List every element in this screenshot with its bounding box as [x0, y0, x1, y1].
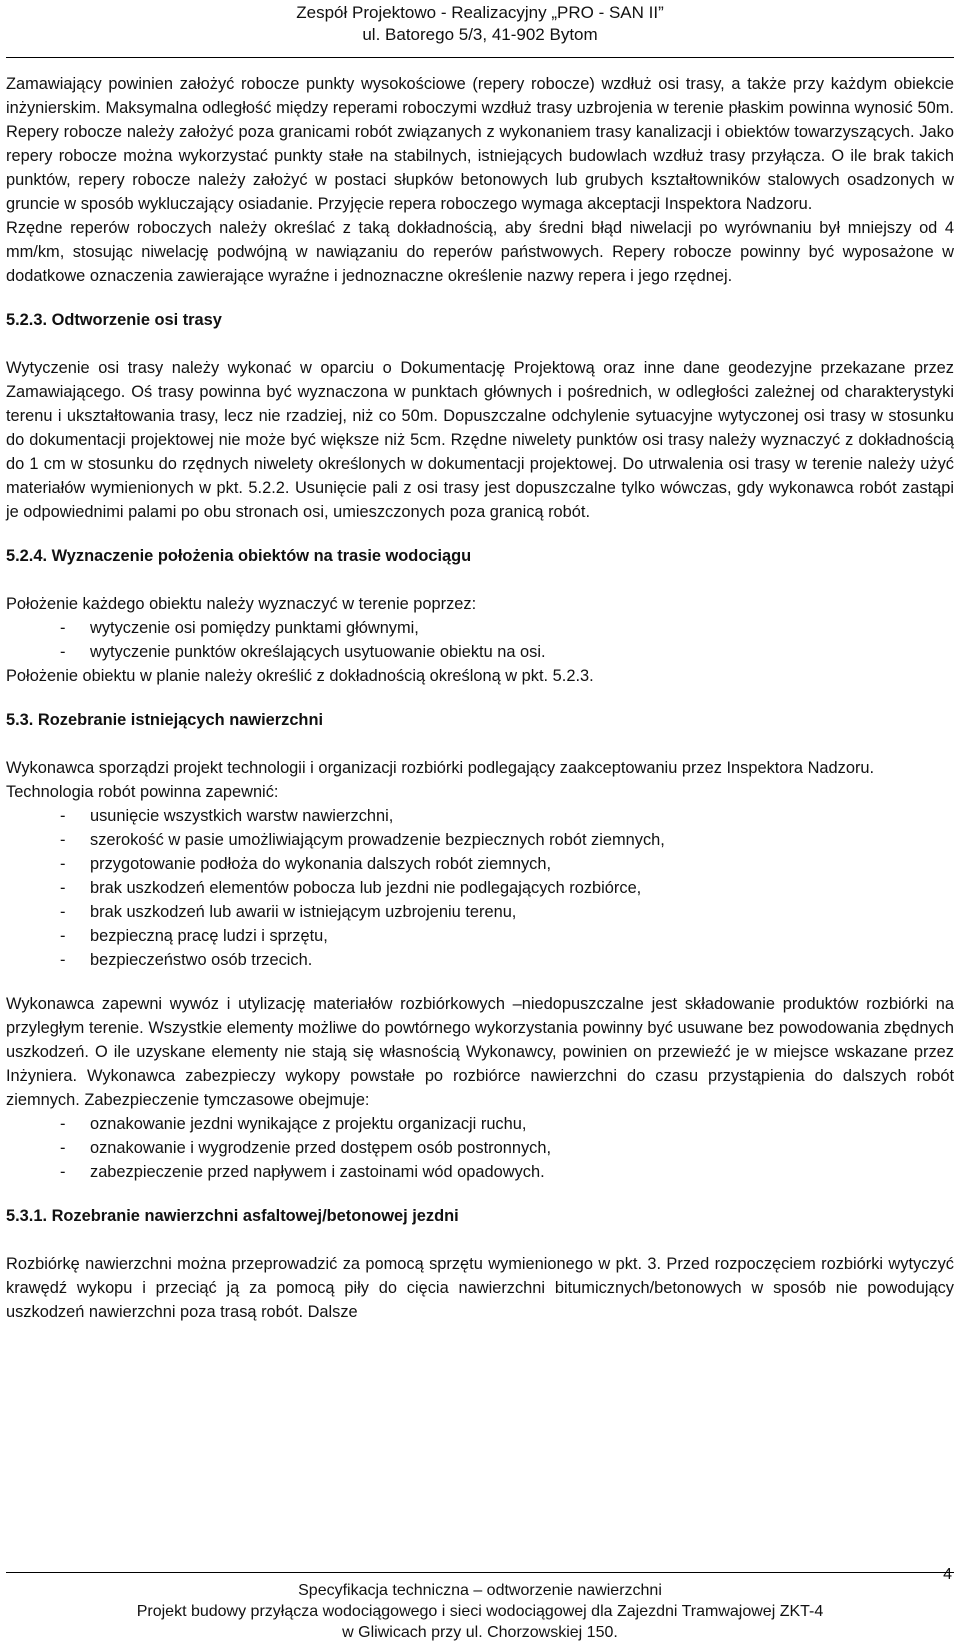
list-item: - zabezpieczenie przed napływem i zastoinami wód opadowych.: [60, 1163, 545, 1181]
page-footer: [0, 1580, 960, 1643]
list-item: - brak uszkodzeń lub awarii w istniejącym uzbrojeniu terenu,: [60, 903, 517, 921]
list-item: - oznakowanie i wygrodzenie przed dostępem osób postronnych,: [60, 1139, 552, 1157]
list-item: - bezpieczeństwo osób trzecich.: [60, 951, 313, 969]
list-polozenie: [6, 616, 954, 664]
page-header: [0, 2, 960, 46]
section-title: Odtworzenie osi trasy: [51, 311, 222, 329]
section-number: 5.2.3.: [6, 311, 48, 329]
section-heading-5-2-3: [6, 308, 954, 332]
paragraph-polozenie-planie: Położenie obiektu w planie należy określić z dokładnością określoną w pkt. 5.2.3.: [6, 667, 594, 685]
list-item: - szerokość w pasie umożliwiającym prowadzenie bezpiecznych robót ziemnych,: [60, 831, 665, 849]
section-title: Wyznaczenie położenia obiektów na trasie wodociągu: [51, 547, 472, 565]
section-title: Rozebranie nawierzchni asfaltowej/betonowej jezdni: [51, 1207, 459, 1225]
section-heading-5-3: [6, 708, 954, 732]
list-item: - wytyczenie osi pomiędzy punktami głównymi,: [60, 619, 419, 637]
section-number: 5.3.1.: [6, 1207, 48, 1225]
list-item: - bezpieczną pracę ludzi i sprzętu,: [60, 927, 328, 945]
list-zabezpieczenie: [6, 1112, 954, 1184]
document-body: [6, 72, 954, 1324]
paragraph-projekt-technologii: Wykonawca sporządzi projekt technologii i organizacji rozbiórki podlegający zaakceptowaniu przez Inspektora Nadzoru.: [6, 759, 875, 777]
list-item: - brak uszkodzeń elementów pobocza lub jezdni nie podlegających rozbiórce,: [60, 879, 642, 897]
page-number: 4: [943, 1566, 952, 1583]
paragraph-technologia: Technologia robót powinna zapewnić:: [6, 783, 279, 801]
footer-divider: [6, 1572, 954, 1573]
paragraph-polozenie: Położenie każdego obiektu należy wyznaczyć w terenie poprzez:: [6, 595, 477, 613]
header-address: ul. Batorego 5/3, 41-902 Bytom: [362, 25, 598, 44]
footer-spec-title: Specyfikacja techniczna – odtworzenie nawierzchni: [298, 1582, 662, 1599]
list-item: - oznakowanie jezdni wynikające z projektu organizacji ruchu,: [60, 1115, 527, 1133]
footer-project-title: Projekt budowy przyłącza wodociągowego i sieci wodociągowej dla Zajezdni Tramwajowej ZKT-4: [136, 1603, 824, 1620]
section-number: 5.2.4.: [6, 547, 48, 565]
paragraph-wywoz: Wykonawca zapewni wywóz i utylizację materiałów rozbiórkowych –niedopuszczalne jest składowanie produktów rozbiórki na przyległym terenie. Wszystkie elementy możliwe do powtórnego wykorzystania powinny być usuwane bez powodowania zbędnych uszkodzeń. O ile uzyskane elementy nie stają się własnością Wykonawcy, powinien on przewieźć je w miejsce wskazane przez Inżyniera. Wykonawca zabezpieczy wykopy powstałe po rozbiórce nawierzchni do czasu przystąpienia do dalszych robót ziemnych. Zabezpieczenie tymczasowe obejmuje:: [6, 995, 954, 1109]
list-item: - przygotowanie podłoża do wykonania dalszych robót ziemnych,: [60, 855, 552, 873]
paragraph-repery: Zamawiający powinien założyć robocze punkty wysokościowe (repery robocze) wzdłuż osi trasy, a także przy każdym obiekcie inżynierskim. Maksymalna odległość między reperami roboczymi wzdłuż trasy uzbrojenia w terenie płaskim powinna wynosić 50m. Repery robocze należy założyć poza granicami robót związanych z wykonaniem trasy kanalizacji i obiektów towarzyszących. Jako repery robocze można wykorzystać punkty stałe na stabilnych, istniejących budowlach wzdłuż trasy przyłącza. O ile brak takich punktów, repery robocze należy założyć w postaci słupków betonowych lub grubych kształtowników stalowych osadzonych w gruncie w sposób wykluczający osiadanie. Przyjęcie repera roboczego wymaga akceptacji Inspektora Nadzoru.: [6, 75, 954, 213]
footer-location: w Gliwicach przy ul. Chorzowskiej 150.: [342, 1624, 618, 1641]
paragraph-wytyczenie: Wytyczenie osi trasy należy wykonać w oparciu o Dokumentację Projektową oraz inne dane geodezyjne przekazane przez Zamawiającego. Oś trasy powinna być wyznaczona w punktach głównych i pośrednich, w odległości zależnej od charakterystyki terenu i ukształtowania trasy, lecz nie rzadziej, niż co 50m. Dopuszczalne odchylenie sytuacyjne wytyczonej osi trasy w stosunku do dokumentacji projektowej nie może być większe niż 5cm. Rzędne niwelety punktów osi trasy należy wyznaczyć z dokładnością do 1 cm w stosunku do rzędnych niwelety określonych w dokumentacji projektowej. Do utrwalenia osi trasy w terenie należy użyć materiałów wymienionych w pkt. 5.2.2. Usunięcie pali z osi trasy jest dopuszczalne tylko wówczas, gdy wykonawca robót zastąpi je odpowiednimi palami po obu stronach osi, umieszczonych poza granicą robót.: [6, 359, 954, 521]
list-technologia: [6, 804, 954, 972]
section-title: Rozebranie istniejących nawierzchni: [37, 711, 324, 729]
list-item: - usunięcie wszystkich warstw nawierzchni,: [60, 807, 394, 825]
paragraph-rozbiorka: Rozbiórkę nawierzchni można przeprowadzić za pomocą sprzętu wymienionego w pkt. 3. Przed rozpoczęciem rozbiórki wytyczyć krawędź wykopu i przeciąć ją za pomocą piły do cięcia nawierzchni bitumicznych/betonowych w sposób nie powodujący uszkodzeń nawierzchni poza trasą robót. Dalsze: [6, 1255, 954, 1321]
section-heading-5-2-4: [6, 544, 954, 568]
header-company-name: Zespół Projektowo - Realizacyjny „PRO - SAN II”: [296, 3, 664, 22]
list-item: - wytyczenie punktów określających usytuowanie obiektu na osi.: [60, 643, 546, 661]
section-heading-5-3-1: [6, 1204, 954, 1228]
header-divider: [6, 57, 954, 58]
paragraph-rzedne: Rzędne reperów roboczych należy określać z taką dokładnością, aby średni błąd niwelacji po wyrównaniu był mniejszy od 4 mm/km, stosując niwelację podwójną w nawiązaniu do reperów państwowych. Repery robocze powinny być wyposażone w dodatkowe oznaczenia zawierające wyraźne i jednoznaczne określenie nazwy repera i jego rzędnej.: [6, 219, 954, 285]
section-number: 5.3.: [6, 711, 34, 729]
